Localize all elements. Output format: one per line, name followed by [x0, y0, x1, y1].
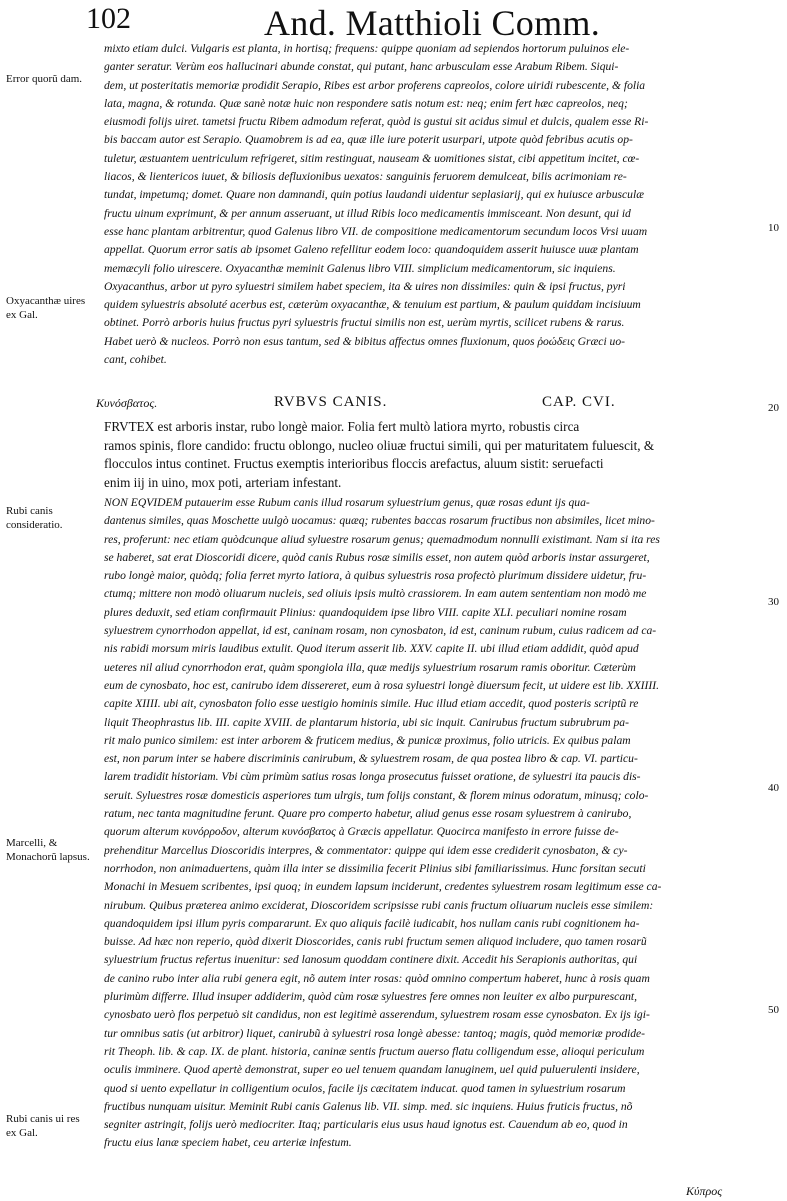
text-line: memæcyli folio uirescere. Oxyacanthæ meminit Galenus libro VIII. simplicium medicamentorum, sic inquiens.: [104, 261, 616, 275]
line-number: 10: [768, 222, 779, 234]
text-line: cant, cohibet.: [104, 353, 167, 367]
margin-note: Rubi canis ui res ex Gal.: [6, 1113, 80, 1139]
text-line: rit malo punico similem: est inter arborem & fruticem medius, & punicæ proximus, folio utricis. Ex quibus palam: [104, 733, 631, 747]
text-line: tuletur, æstuantem uentriculum refrigeret, sitim restinguat, nauseam & uomitiones sistat, cibi appetitum incitet, cœ-: [104, 151, 640, 165]
line-number: 20: [768, 402, 779, 414]
text-line: liacos, & lientericos iuuet, & biliosis defluxionibus uexatos: sanguinis feruorem demulceat, bilis acrimoniam re-: [104, 170, 627, 184]
text-line: liquit Theophrastus lib. III. capite XVIII. de plantarum historia, ubi sic inquit. Canirubus fructum subrubrum pa-: [104, 715, 629, 729]
text-line: oculis imminere. Quod apertè demonstrat, super eo uel tenuem quandam lanuginem, uel quid puluerulenti insidere,: [104, 1063, 640, 1077]
text-line: bis baccam autor est Serapio. Quamobrem is ad ea, quæ ille iure poterit usurpari, utpote quòd febribus acutis op-: [104, 133, 633, 147]
running-title: And. Matthioli Comm.: [264, 3, 601, 43]
text-line: plures deduxit, sed etiam confirmauit Plinius: quandoquidem ipse libro VIII. capite XLI. peculiari nomine rosam: [104, 605, 627, 619]
commentary-section-1: [104, 40, 772, 369]
page-number: 102: [86, 2, 131, 35]
text-line: larem tradidit historiam. Vbi cùm primùm satius rosas longa prosecutus fuisset oratione, de syluestri ita paucis dis-: [104, 770, 641, 784]
text-line: esse hanc plantam arbitrentur, quod Galenus libro VII. de compositione medicamentorum secundum locos Vrsi uuam: [104, 224, 648, 238]
text-line: syluestrium fructus refertus inuenitur: sed lanosum quoddam continere dixit. Accedit his Serapionis authoritas, qui: [104, 953, 638, 967]
text-line: ueteres nil aliud cynorrhodon erat, quàm spongiola illa, quæ medijs syluestrium rosarum ramis oboritur. Cæterùm: [104, 660, 636, 674]
text-line: segniter astringit, folijs uerò mediocriter. Itaq; particularis eius usus haud ignotus est. Cauendum ab eo, quod in: [104, 1118, 628, 1132]
text-line: ratum, nec tanta magnitudine ferunt. Quare pro comperto habetur, aliud genus esse rosam syluestrem à canirubo,: [104, 807, 632, 821]
text-line: nirubum. Quibus præterea animo exciderat, Dioscoridem scripsisse rubi canis fructum oliuarum nucleis esse similem:: [104, 898, 654, 912]
text-line: FRVTEX est arboris instar, rubo longè maior. Folia fert multò latiora myrto, robustis circa: [104, 419, 580, 434]
text-line: appellat. Quorum error satis ab ipsomet Galeno refellitur eodem loco: quandoquidem asserit huiusce uuæ plantam: [104, 243, 639, 257]
text-line: Oxyacanthus, arbor ut pyro syluestri similem habet speciem, ita & uires non dissimiles: quin & ipsi fructus, pyri: [104, 279, 626, 293]
chapter-heading: [96, 392, 776, 414]
text-line: se haberet, sat erat Dioscoridi dicere, quòd canis Rubus rosæ similis esset, non autem quòd arboris instar assurgeret,: [104, 550, 650, 564]
text-line: plurimùm differre. Illud insuper addiderim, quòd cùm rosæ syluestres fere omnes non leuiter ex albo purpurescant,: [104, 990, 638, 1004]
text-line: res, proferunt: nec etiam quòdcunque aliud syluestre rosarum genus; quemadmodum nonnulli existimant. Nam si ita res: [104, 532, 660, 546]
text-line: fructibus nunquam uisitur. Meminit Rubi canis Galenus lib. VII. simp. med. sic inquiens. Huius fruticis fructus, nõ: [104, 1099, 633, 1113]
margin-note: Error quorũ dam.: [6, 73, 83, 85]
text-line: de canino rubo inter alia rubi genera egit, nõ autem inter rosas: quòd omnino compertum haberet, hunc à rosis quam: [104, 971, 650, 985]
text-line: prehenditur Marcellus Dioscoridis interpres, & commentator: quippe qui idem esse crediderit cynosbaton, & cy-: [104, 843, 628, 857]
line-number: 40: [768, 782, 779, 794]
text-line: dantenus similes, quas Moschette uulgò uocamus: quæq; rubentes baccas rosarum fructibus non absimiles, licet mino-: [104, 514, 655, 528]
text-line: quorum alterum κυνόρροδον, alterum κυνόσβατος à Græcis appellatur. Quocirca manifesto in errore fuisse de-: [104, 825, 619, 839]
margin-note: Rubi canis consideratio.: [6, 505, 63, 531]
chapter-greek-title: Κυνόσβατος.: [96, 396, 158, 410]
text-line: tundat, impetumq; domet. Quare non damnandi, quin potius laudandi uidentur seplasiarij, qui ex huiusce arbusculæ: [104, 188, 644, 202]
text-line: ctumq; mittere non modò oliuarum nucleis, sed oliuis ipsis multò crassiorem. In eam autem sententiam non modò me: [104, 587, 647, 601]
text-line: quod si uento expellatur in colligentium oculos, facile ijs cæcitatem inducat. quod tamen in syluestrium rosarum: [104, 1081, 626, 1095]
text-line: dem, ut posteritatis memoriæ prodidit Serapio, Ribes est arbor proferens capreolos, colore uiridi rubescente, & folia: [104, 78, 646, 92]
text-line: rit Theoph. lib. & cap. IX. de plant. historia, caninæ sentis fructum auerso flatu colligendum esse, alioqui periculum: [104, 1044, 645, 1058]
text-line: seruit. Syluestres rosæ domesticis asperiores tum ulrgis, tum folijs constant, & florem minus odoratum, minusq; colo-: [104, 788, 649, 802]
page-header: [86, 2, 776, 42]
text-line: tur omnibus satis (ut arbitror) liquet, canirubũ à syluestri rosa longè abesse: tantoq; magis, quòd memoriæ prodide-: [104, 1026, 646, 1040]
text-line: Habet uerò & nucleos. Porrò non esus tantum, sed & bibitus affectus omnes fluxionum, quos ῥοώδεις Græci uo-: [104, 334, 626, 348]
text-line: fructu uinum exprimunt, & per annum asseruant, ut illud Ribis loco medicamentis immisceant. Non desunt, qui id: [104, 206, 631, 220]
chapter-number: CAP. CVI.: [542, 394, 616, 410]
text-line: NON EQVIDEM putauerim esse Rubum canis illud rosarum syluestrium genus, quæ rosas edunt ijs qua-: [104, 496, 590, 509]
text-line: nis rabidi morsum miris laudibus extulit. Quod iterum asserit lib. XXV. capite II. ubi illud etiam addidit, quòd apud: [104, 642, 639, 656]
text-line: cynosbato uerò flos perpetuò sit candidus, non est legitimè asserendum, syluestrem rosam esse cynosbaton. Ex ijs igi-: [104, 1008, 650, 1022]
text-line: mixto etiam dulci. Vulgaris est planta, in hortisq; frequens: quippe quoniam ad sepiendos hortorum puluinos ele-: [104, 42, 630, 55]
line-number: 50: [768, 1004, 779, 1016]
text-line: rubo longè maior, quòdq; folia ferret myrto latiora, à quibus syluestris rosa profectò plurimum dissidere uidetur, fru-: [104, 569, 647, 583]
catchword: Κύπρος: [686, 1184, 723, 1198]
text-line: lata, magna, & rotunda. Quæ sanè notæ huic non respondere satis notum est: neq; enim fert hæc capreolos, neq;: [104, 96, 628, 110]
text-line: ganter seratur. Verùm eos hallucinari abunde constat, qui putant, hanc arbusculam esse Arabum Ribem. Siqui-: [104, 60, 619, 74]
dioscorides-text: [104, 418, 772, 493]
chapter-latin-title: RVBVS CANIS.: [274, 394, 388, 410]
text-line: quandoquidem ipsi illum pyris compararunt. Ex quo aliquis facilè iudicabit, hos nullam canis rubi cognitionem ha-: [104, 916, 640, 930]
text-line: ramos spinis, flore candido: fructu oblongo, nucleo oliuæ fructui simili, qui per maturitatem fuluescit, &: [104, 437, 655, 453]
text-line: eum de cynosbato, hoc est, canirubo idem dissereret, eum à rosa syluestri longè diuersum fecit, ut uidere est lib. XXIIII.: [104, 678, 659, 692]
text-line: est, non parum inter se habere discriminis canirubum, & syluestrem rosam, de qua postea libro & cap. VI. particu-: [104, 752, 638, 766]
text-line: capite XIIII. ubi ait, cynosbaton folio esse uestigio hominis simile. Huc illud etiam accedit, quod posteris scriptũ re: [104, 697, 639, 711]
text-line: obtinet. Porrò arboris huius fructus pyri syluestris fructui similis non est, uerùm myrtis, scilicet rubens & rarus.: [104, 316, 625, 330]
text-line: enim iij in uino, mox poti, arteriam infestant.: [104, 475, 342, 491]
commentary-section-2: [104, 494, 772, 1153]
text-line: buisse. Ad hæc non reperio, quòd dixerit Dioscorides, canis rubi fructum semen aliquod includere, quo tamen rosarũ: [104, 935, 647, 949]
text-line: syluestrem cynorrhodon appellat, id est, caninam rosam, non cynosbaton, id est, caninum rubum, cuius radicem ad ca-: [104, 624, 657, 638]
text-line: quidem syluestris absoluté acerbus est, cæterùm oxyacanthæ, & tenuium est partium, & paulum quiddam incisiuum: [104, 298, 641, 312]
line-number: 30: [768, 596, 779, 608]
margin-note: Marcelli, & Monachorũ lapsus.: [6, 837, 90, 863]
text-line: flocculos intus continet. Fructus exemptis interioribus floccis arefactus, aluum sistit: seruefacti: [104, 456, 604, 472]
text-line: eiusmodi folijs uiret. tametsi fructu Ribem admodum referat, quòd is gustui sit acidus simul et dulcis, qualem esse Ri-: [104, 115, 649, 129]
text-line: Monachi in Mesuem scribentes, ipsi quoq; in eundem lapsum inciderunt, credentes syluestrem rosam legitimum esse ca-: [104, 880, 662, 894]
margin-note: Oxyacanthæ uires ex Gal.: [6, 295, 86, 321]
text-line: fructu eius lanæ speciem habet, ceu arteriæ infestum.: [104, 1136, 352, 1150]
text-line: norrhodon, non animaduertens, quàm illa inter se dissimilia fecerit Plinius sibi familiarissimus. Hunc forsitan secuti: [104, 861, 646, 875]
